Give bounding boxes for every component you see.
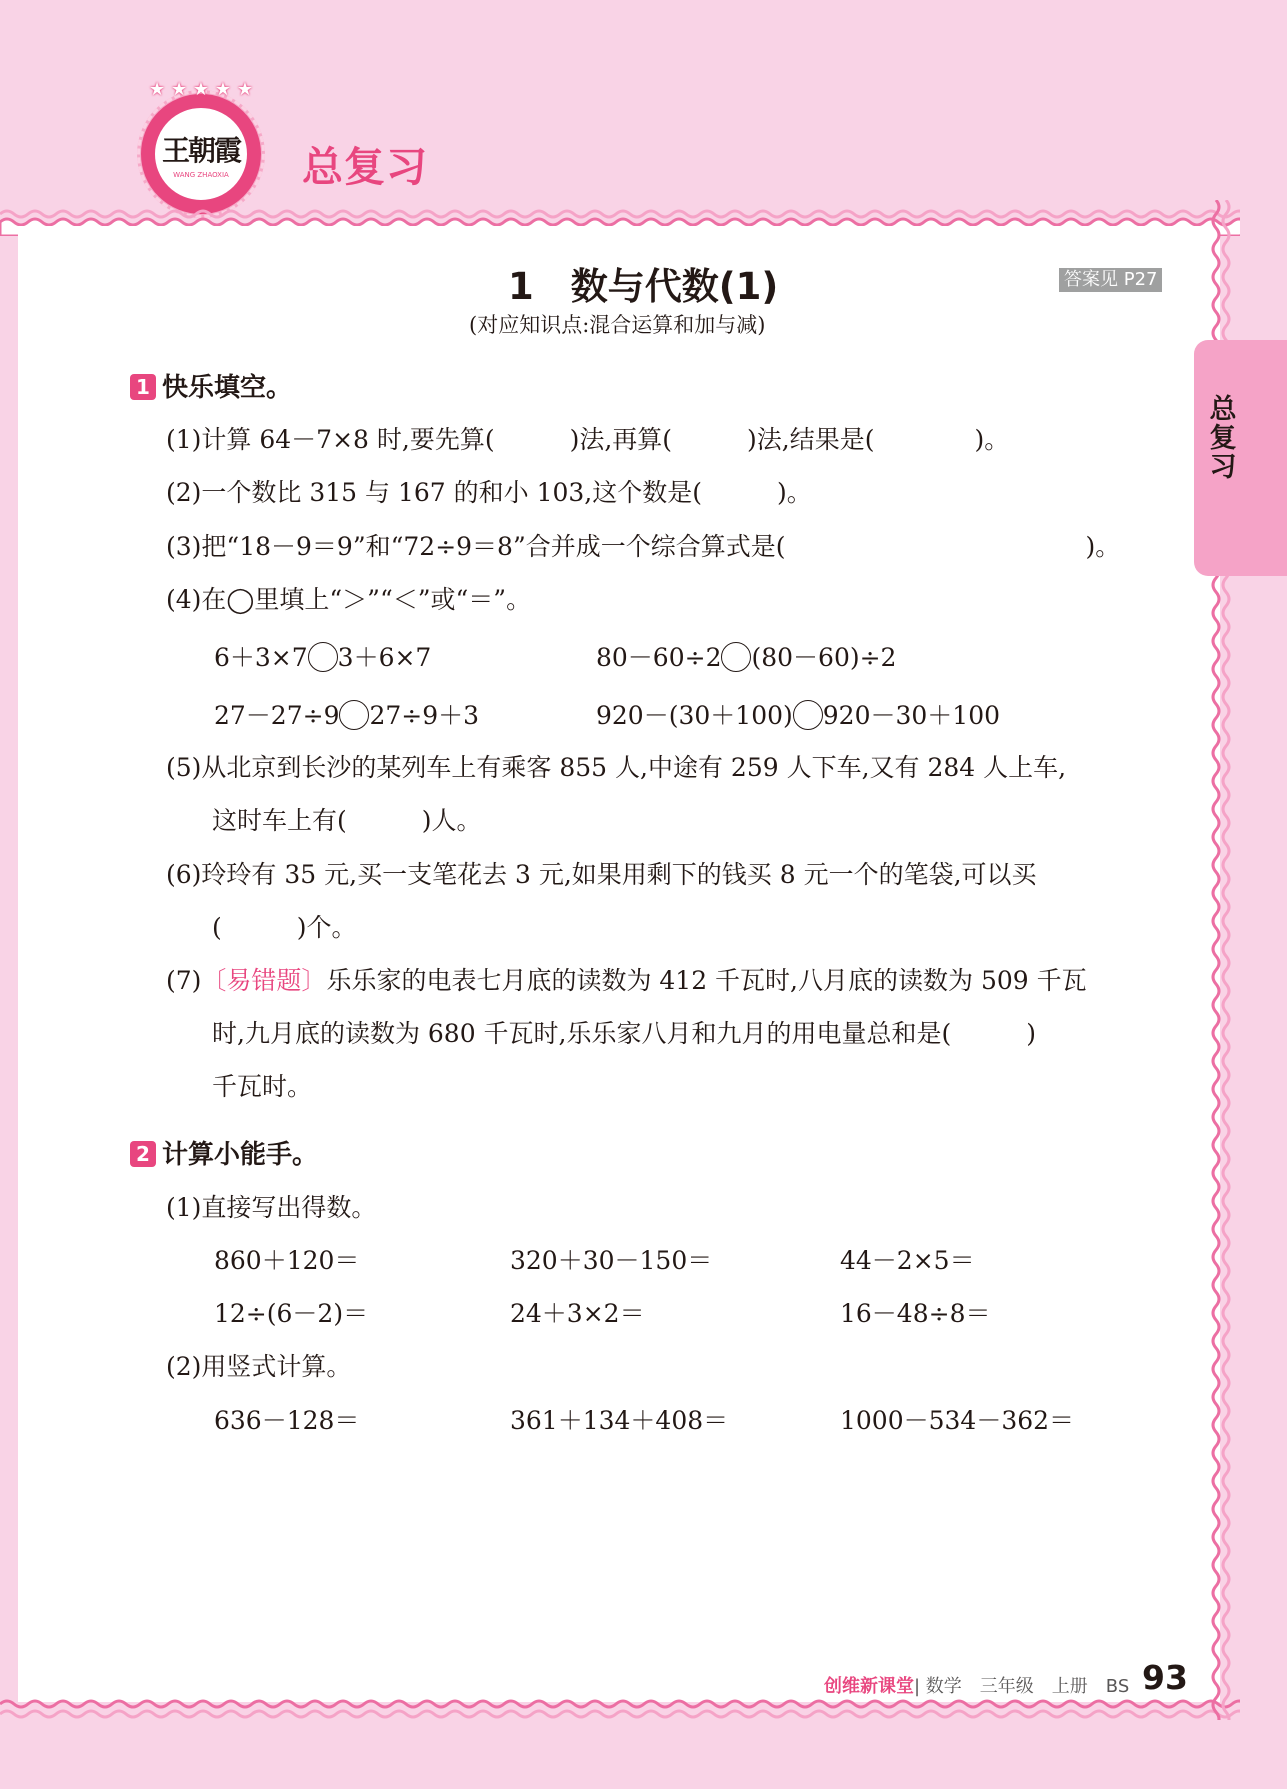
compare-item [596, 642, 896, 673]
section-number-badge: 2 [130, 1141, 156, 1167]
section-1-heading [130, 373, 292, 403]
question-6-line-1: (6)玲玲有 35 元,买一支笔花去 3 元,如果用剩下的钱买 8 元一个的笔袋,可以买 [166, 860, 1037, 889]
logo-stars [149, 80, 253, 100]
question-3: (3)把“18－9＝9”和“72÷9＝8”合并成一个综合算式是( )。 [166, 532, 1121, 561]
question-1: (1)计算 64－7×8 时,要先算( )法,再算( )法,结果是( )。 [166, 425, 1010, 454]
calc-item: 860＋120＝ [214, 1246, 360, 1275]
compare-right: (80－60)÷2 [751, 643, 897, 672]
star-icon: ★ [236, 79, 253, 100]
compare-right: 920－30＋100 [822, 701, 1001, 730]
wavy-border-bottom [0, 1692, 1240, 1732]
calc-item: 44－2×5＝ [840, 1246, 975, 1275]
answer-circle-icon[interactable] [793, 700, 823, 730]
header-section-title: 总复习 [302, 143, 428, 191]
section-number-badge: 1 [130, 374, 156, 400]
compare-left: 6＋3×7 [214, 643, 308, 672]
vertical-calc-item: 361＋134＋408＝ [510, 1406, 729, 1435]
section-heading-text: 计算小能手。 [162, 1140, 319, 1170]
compare-item [214, 642, 431, 673]
footer-brand: 创维新课堂 [824, 1676, 914, 1697]
lesson-subtitle: (对应知识点:混合运算和加与减) [469, 313, 766, 337]
question-6-line-2: ( )个。 [212, 913, 357, 942]
star-icon: ★ [214, 79, 231, 100]
answer-circle-icon[interactable] [721, 642, 751, 672]
footer-book-info: | 数学 三年级 上册 BS [914, 1676, 1130, 1697]
question-7-line-2: 时,九月底的读数为 680 千瓦时,乐乐家八月和九月的用电量总和是( ) [212, 1019, 1037, 1048]
calc-item: 320＋30－150＝ [510, 1246, 713, 1275]
footer-info [824, 1672, 1129, 1698]
compare-left: 80－60÷2 [596, 643, 722, 672]
question-7-text: 乐乐家的电表七月底的读数为 412 千瓦时,八月底的读数为 509 千瓦 [326, 966, 1087, 995]
lesson-title: 1 数与代数(1) [508, 265, 779, 308]
answer-reference-badge: 答案见 P27 [1059, 268, 1162, 292]
part-1-instruction: (1)直接写出得数。 [166, 1193, 377, 1222]
star-icon: ★ [170, 79, 188, 100]
side-tab-label: 总复习 [1209, 394, 1237, 483]
calc-item: 12÷(6－2)＝ [214, 1299, 369, 1328]
question-2: (2)一个数比 315 与 167 的和小 103,这个数是( )。 [166, 478, 812, 507]
compare-left: 27－27÷9 [214, 701, 340, 730]
logo-text: 王朝霞 [161, 134, 240, 167]
question-7-line-3: 千瓦时。 [212, 1072, 313, 1101]
page-number: 93 [1142, 1658, 1188, 1697]
compare-right: 27÷9＋3 [369, 701, 480, 730]
vertical-calc-item: 1000－534－362＝ [840, 1406, 1075, 1435]
part-2-instruction: (2)用竖式计算。 [166, 1352, 352, 1381]
logo-badge [153, 106, 249, 202]
question-5-line-2: 这时车上有( )人。 [212, 806, 482, 835]
vertical-calc-item: 636－128＝ [214, 1406, 360, 1435]
star-icon: ★ [192, 79, 210, 100]
compare-left: 920－(30＋100) [596, 701, 793, 730]
calc-item: 16－48÷8＝ [840, 1299, 991, 1328]
logo-subtext: WANG ZHAOXIA [173, 171, 229, 179]
question-7-line-1 [166, 966, 1087, 996]
answer-circle-icon[interactable] [339, 700, 369, 730]
question-7-prefix: (7) [166, 966, 202, 995]
answer-circle-icon[interactable] [308, 642, 338, 672]
star-icon: ★ [149, 79, 166, 100]
compare-item [596, 700, 1000, 731]
error-prone-tag: 〔易错题〕 [201, 966, 327, 995]
calc-item: 24＋3×2＝ [510, 1299, 645, 1328]
compare-right: 3＋6×7 [337, 643, 432, 672]
question-4: (4)在◯里填上“＞”“＜”或“＝”。 [166, 585, 532, 614]
section-2-heading [130, 1140, 318, 1170]
question-5-line-1: (5)从北京到长沙的某列车上有乘客 855 人,中途有 259 人下车,又有 284 人上车, [166, 753, 1067, 782]
section-heading-text: 快乐填空。 [162, 373, 293, 403]
compare-item [214, 700, 479, 731]
